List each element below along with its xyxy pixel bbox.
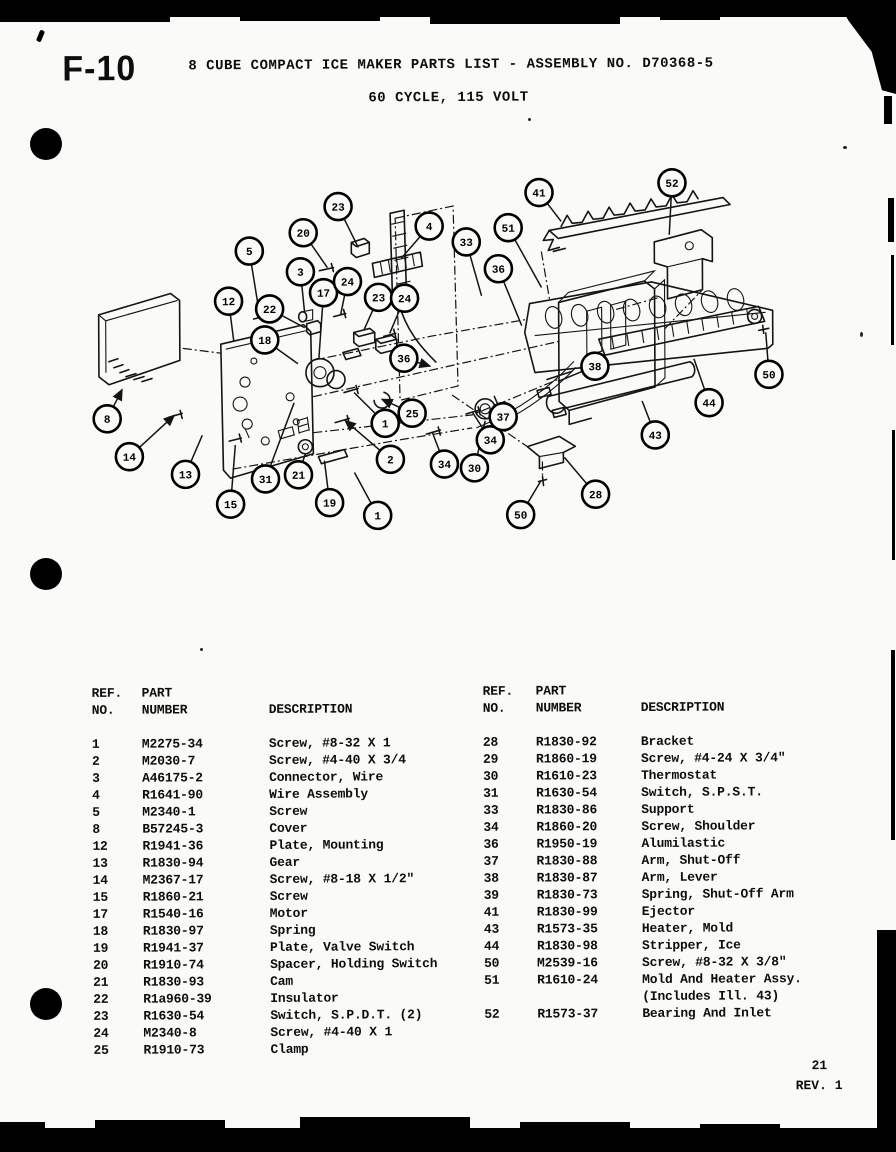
table-row: 5 M2340-1 Screw (92, 803, 308, 820)
callout-51 (495, 214, 522, 241)
svg-text:20: 20 (296, 228, 310, 241)
table-row: 12 R1941-36 Plate, Mounting (92, 837, 384, 854)
callout-18 (251, 326, 278, 353)
svg-text:34: 34 (483, 435, 497, 448)
callout-15 (217, 491, 244, 518)
table-row: 17 R1540-16 Motor (92, 905, 308, 922)
svg-text:4: 4 (425, 222, 433, 235)
table-row: 15 R1860-21 Screw (92, 888, 308, 905)
svg-text:36: 36 (491, 264, 506, 277)
page-title: 8 CUBE COMPACT ICE MAKER PARTS LIST - ASSEMBLY NO. D70368-5 (188, 55, 714, 75)
svg-text:28: 28 (588, 490, 603, 503)
callout-23 (325, 193, 352, 220)
svg-text:31: 31 (258, 474, 273, 487)
table-row: 23 R1630-54 Switch, S.P.D.T. (2) (93, 1007, 423, 1024)
svg-text:36: 36 (397, 354, 411, 367)
svg-text:21: 21 (291, 470, 306, 483)
callout-44 (696, 389, 723, 416)
table-header: REF. PART (482, 683, 567, 699)
stripper-part (599, 306, 765, 355)
table-row: 34 R1860-20 Screw, Shoulder (483, 818, 756, 835)
svg-text:37: 37 (496, 412, 510, 425)
callout-25 (399, 400, 426, 427)
table-row: 2 M2030-7 Screw, #4-40 X 3/4 (91, 752, 406, 769)
table-row: 3 A46175-2 Connector, Wire (92, 769, 384, 786)
table-row: 24 M2340-8 Screw, #4-40 X 1 (93, 1024, 393, 1041)
table-header: NO. NUMBER DESCRIPTION (91, 701, 353, 718)
table-row: 41 R1830-99 Ejector (483, 903, 696, 920)
svg-text:14: 14 (122, 452, 137, 465)
page-number: 21 (811, 1058, 828, 1074)
svg-text:12: 12 (221, 297, 236, 310)
table-row: 29 R1860-19 Screw, #4-24 X 3/4" (482, 750, 786, 767)
callout-36 (390, 345, 417, 372)
callout-23 (365, 284, 392, 311)
callout-38 (581, 353, 608, 380)
table-row: 33 R1830-86 Support (483, 801, 695, 818)
callout-28 (582, 481, 609, 508)
table-row: 25 R1910-73 Clamp (93, 1041, 309, 1058)
svg-text:25: 25 (405, 409, 419, 422)
svg-text:50: 50 (762, 370, 776, 383)
callout-13 (172, 461, 199, 488)
table-row: 52 R1573-37 Bearing And Inlet (484, 1005, 772, 1022)
svg-text:19: 19 (323, 498, 337, 511)
callout-19 (316, 489, 343, 516)
svg-text:22: 22 (262, 304, 277, 317)
svg-text:18: 18 (258, 335, 272, 348)
callout-50 (755, 361, 782, 388)
callout-2 (377, 446, 404, 473)
ejector-part (543, 191, 730, 252)
callout-22 (256, 295, 283, 322)
table-row: 44 R1830-98 Stripper, Ice (483, 937, 741, 954)
callout-34 (431, 450, 458, 477)
svg-text:1: 1 (381, 419, 389, 432)
svg-text:52: 52 (665, 178, 679, 191)
parts-table-right (483, 681, 885, 1023)
svg-text:33: 33 (459, 237, 473, 250)
table-header: NO. NUMBER DESCRIPTION (482, 699, 725, 716)
table-row: 13 R1830-94 Gear (92, 854, 300, 871)
callout-14 (116, 443, 143, 470)
svg-text:38: 38 (588, 362, 602, 375)
svg-text:41: 41 (532, 188, 546, 201)
table-row: 8 B57245-3 Cover (92, 820, 308, 837)
table-row: 21 R1830-93 Cam (93, 973, 293, 990)
table-row: 28 R1830-92 Bracket (482, 733, 695, 750)
callout-8 (94, 405, 121, 432)
callout-3 (287, 258, 314, 285)
svg-text:34: 34 (437, 459, 452, 473)
callout-20 (290, 219, 317, 246)
callout-33 (453, 228, 480, 255)
callout-43 (642, 421, 669, 448)
callout-50 (507, 501, 534, 528)
table-row: 36 R1950-19 Alumilastic (483, 835, 726, 852)
table-row: 37 R1830-88 Arm, Shut-Off (483, 852, 741, 869)
table-row: 20 R1910-74 Spacer, Holding Switch (93, 956, 438, 973)
svg-text:3: 3 (297, 267, 304, 280)
table-row: 19 R1941-37 Plate, Valve Switch (92, 939, 415, 956)
svg-text:24: 24 (340, 277, 355, 290)
callout-52 (658, 169, 685, 196)
svg-text:51: 51 (501, 223, 515, 236)
callout-24 (334, 268, 361, 295)
table-row: 43 R1573-35 Heater, Mold (483, 920, 734, 937)
svg-text:17: 17 (316, 288, 331, 301)
callout-1 (372, 410, 399, 437)
svg-text:23: 23 (331, 202, 345, 215)
bearing-inlet-part (654, 230, 712, 299)
callout-21 (285, 461, 312, 488)
table-row: 51 R1610-24 Mold And Heater Assy. (484, 971, 802, 988)
cover-part (99, 293, 180, 384)
svg-text:43: 43 (648, 430, 662, 443)
table-row: 1 M2275-34 Screw, #8-32 X 1 (91, 735, 391, 752)
callout-24 (391, 285, 418, 312)
section-label: F-10 (62, 48, 137, 89)
table-row: 38 R1830-87 Arm, Lever (483, 869, 718, 886)
callout-30 (461, 454, 488, 481)
table-row: (Includes Ill. 43) (642, 988, 780, 1004)
callout-37 (490, 403, 517, 430)
callout-4 (416, 213, 443, 240)
table-header: REF. PART (91, 685, 173, 701)
svg-text:1: 1 (374, 511, 382, 524)
svg-text:24: 24 (397, 294, 412, 307)
callout-12 (215, 288, 242, 315)
callout-5 (236, 237, 263, 264)
svg-text:44: 44 (702, 398, 716, 411)
page-subtitle: 60 CYCLE, 115 VOLT (368, 89, 529, 107)
svg-text:2: 2 (387, 455, 394, 468)
parts-table-left (92, 683, 486, 1059)
table-row: 39 R1830-73 Spring, Shut-Off Arm (483, 886, 794, 903)
callout-1 (364, 502, 391, 529)
svg-text:50: 50 (514, 510, 528, 523)
svg-text:30: 30 (467, 463, 482, 476)
callout-41 (525, 179, 552, 206)
callout-36 (485, 255, 512, 282)
svg-text:15: 15 (224, 500, 238, 513)
table-row: 4 R1641-90 Wire Assembly (92, 786, 369, 803)
table-row: 14 M2367-17 Screw, #8-18 X 1/2" (92, 871, 415, 888)
svg-text:8: 8 (103, 414, 111, 427)
table-row: 31 R1630-54 Switch, S.P.S.T. (483, 784, 763, 801)
table-row: 22 R1a960-39 Insulator (93, 990, 339, 1007)
svg-text:5: 5 (245, 247, 253, 260)
table-row: 30 R1610-23 Thermostat (483, 767, 718, 784)
svg-text:13: 13 (178, 470, 193, 483)
revision-label: REV. 1 (795, 1077, 843, 1094)
callout-31 (252, 465, 279, 492)
svg-text:23: 23 (371, 293, 386, 306)
table-row: 18 R1830-97 Spring (92, 922, 316, 939)
table-row: 50 M2539-16 Screw, #8-32 X 3/8" (484, 954, 787, 971)
